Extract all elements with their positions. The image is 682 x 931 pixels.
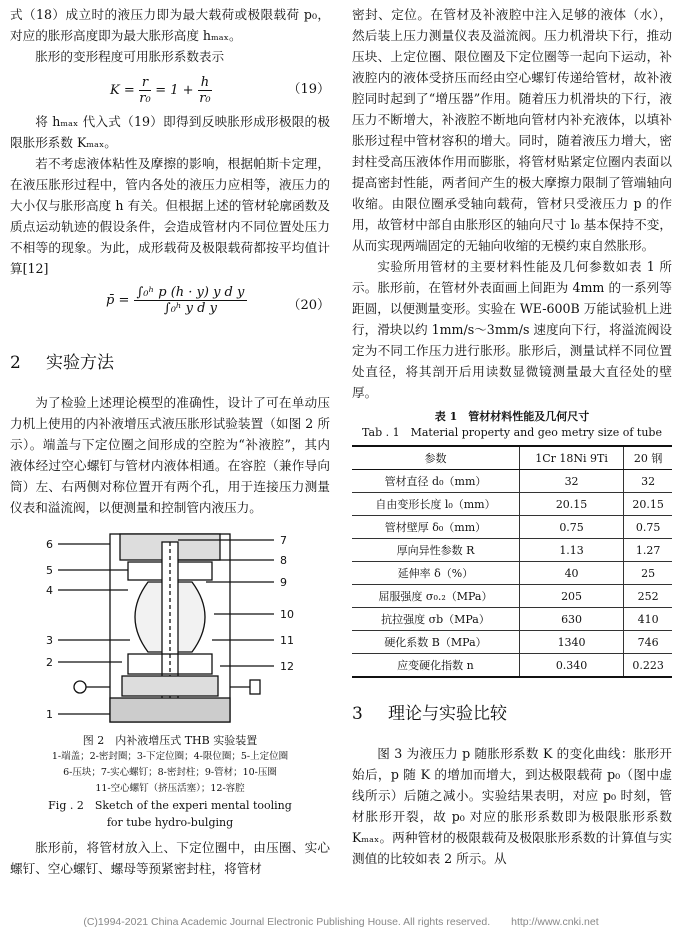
figure-label: 6 — [46, 538, 53, 551]
equation-19: K = $\frac{r}{\text{r₀}}$ = 1 + $\frac{h}{\text{r₀}}$ （19） — [110, 75, 330, 106]
copyright-footer: (C)1994-2021 China Academic Journal Electronic Publishing House. All rights reserved. http://www.cnki.net — [83, 916, 599, 928]
table-caption-en: Tab . 1 Material property and geo metry size of tube — [362, 426, 662, 439]
figure-caption-en: Fig . 2 Sketch of the experi mental tooling — [48, 799, 292, 812]
paragraph: 式（18）成立时的液压力即为最大载荷或极限载荷 p₀，对应的胀形高度即为最大胀形高度 hₘₐₓ。 — [10, 7, 330, 43]
paragraph: 为了检验上述理论模型的准确性，设计了可在单动压力机上使用的内补液增压式液压胀形试验装置（如图 2 所示）。端盖与下定位圈之间形成的空腔为“补液腔”，其内液体经过空心螺钉与管材内液体相通。在容腔（兼作导向筒）左、右两侧对称位置开有两个孔，用于连接压力测量仪表和溢流阀，以便测量和控制管内液压力。 — [10, 395, 330, 515]
table-caption: 表 1 管材材料性能及几何尺寸 — [434, 410, 590, 423]
figure-label: 11 — [280, 634, 294, 647]
figure-caption-en: for tube hydro-bulging — [106, 816, 234, 829]
figure-label: 9 — [280, 576, 287, 589]
figure-label: 3 — [46, 634, 53, 647]
table-row: 硬化系数 B（MPa） 1340 746 — [352, 631, 672, 654]
figure-label: 10 — [280, 608, 294, 621]
table-row: 管材壁厚 δ₀（mm） 0.75 0.75 — [352, 516, 672, 539]
table-row: 应变硬化指数 n 0.340 0.223 — [352, 654, 672, 678]
table-row: 抗拉强度 σb（MPa） 630 410 — [352, 608, 672, 631]
left-column — [10, 0, 330, 879]
equation-number: （20） — [287, 298, 330, 313]
paragraph: 图 3 为液压力 p 随胀形系数 K 的变化曲线：胀形开始后，p 随 K 的增加而增大，到达极限载荷 p₀（图中虚线所示）后随之减小。实验结果表明，对应 p₀ 时刻，管材胀形开裂，故 p₀ 对应的胀形系数即为极限胀形系数 Kₘₐₓ。两种管材的极限载荷及极限胀形系数的计算值与实测值的比较如表 2 所示。从 — [352, 746, 672, 866]
figure-label: 5 — [46, 564, 53, 577]
figure-2 — [10, 522, 330, 732]
figure-label: 2 — [46, 656, 53, 669]
paragraph: 若不考虑液体粘性及摩擦的影响，根据帕斯卡定理，在液压胀形过程中，管内各处的液压力应相等，液压力的大小仅与胀形高度 h 有关。但根据上述的管材轮廓函数及质点运动轨迹的假设条件，会造成管材内不同位置处压力不相等的现象。为此，成形载荷及极限载荷都按平均值计算[12] — [10, 156, 330, 276]
figure-label: 1 — [46, 708, 53, 721]
table-row: 自由变形长度 l₀（mm） 20.15 20.15 — [352, 493, 672, 516]
figure-caption: 图 2 内补液增压式 THB 实验装置 — [82, 734, 258, 747]
paragraph: 胀形的变形程度可用胀形系数表示 — [35, 49, 225, 64]
paragraph: 胀形前，将管材放入上、下定位圈中，由压圈、实心螺钉、空心螺钉、螺母等预紧密封柱，将管材 — [10, 840, 330, 876]
table-header-row — [352, 446, 672, 470]
figure-legend: 1-端盖；2-密封圈；3-下定位圈；4-限位圈；5-上定位圈 — [51, 751, 289, 762]
figure-legend: 11-空心螺钉（挤压活塞）；12-容腔 — [95, 783, 245, 794]
figure-label: 7 — [280, 534, 287, 547]
equation-20: p̄ = $\frac{\text{∫₀ʰ p (h · y) y d y}}{\text{∫₀ʰ y d y}}$ （20） — [106, 285, 330, 316]
table-header: 20 钢 — [624, 446, 672, 470]
table-row: 管材直径 d₀（mm） 32 32 — [352, 470, 672, 493]
apparatus-diagram — [10, 522, 330, 732]
paragraph: 将 hₘₐₓ 代入式（19）即得到反映胀形成形极限的极限胀形系数 Kₘₐₓ。 — [10, 114, 330, 150]
figure-label: 4 — [46, 584, 53, 597]
figure-label: 8 — [280, 554, 287, 567]
figure-legend: 6-压块；7-实心螺钉；8-密封柱；9-管材；10-压圈 — [63, 767, 277, 778]
equation-number: （19） — [287, 82, 330, 97]
paragraph: 密封、定位。在管材及补液腔中注入足够的液体（水），然后装上压力测量仪表及溢流阀。压力机滑块下行，推动压块、上定位圈、限位圈及下定位圈等一起向下运动，补液腔内的液体受挤压而经由空心螺钉传递给管材，故补液腔同时起到了“增压器”作用。随着压力机滑块的下行，液压力不断增大，补液腔不断地向管材内补充液体，以填补胀形过程中管材容积的增大。同时，随着液压力增大，密封柱受高压液体作用而膨胀，将管材贴紧定位圈内表面以提高密封性能，两者间产生的极大摩擦力限制了管端轴向收缩。由限位圈承受轴向载荷，管材只受液压力 p 的作用，故管材中部自由胀形区的轴向尺寸 l₀ 基本保持不变，从而实现两端固定的无轴向收缩的无模约束自然胀形。 — [352, 7, 672, 253]
table-header: 参数 — [352, 446, 519, 470]
table-row: 延伸率 δ（%） 40 25 — [352, 562, 672, 585]
paragraph: 实验所用管材的主要材料性能及几何参数如表 1 所示。胀形前，在管材外表面画上间距为 4mm 的一系列等距圆，以便测量变形。实验在 WE-600B 万能试验机上进行，滑块以约 1mm/s～3mm/s 速度向下行，将溢流阀设定为不同工作压力进行胀形。胀形后，测量试样不同位置处直径，将其剖开后用读数显微镜测量最大直径处的壁厚。 — [352, 259, 672, 400]
right-column — [352, 0, 672, 869]
figure-label: 12 — [280, 660, 294, 673]
table-header: 1Cr 18Ni 9Ti — [519, 446, 623, 470]
table-row: 屈服强度 σ₀.₂（MPa） 205 252 — [352, 585, 672, 608]
material-table — [352, 445, 672, 678]
section-heading: 2 实验方法 — [10, 353, 114, 373]
table-row: 厚向异性参数 R 1.13 1.27 — [352, 539, 672, 562]
section-heading: 3 理论与实验比较 — [352, 704, 507, 724]
